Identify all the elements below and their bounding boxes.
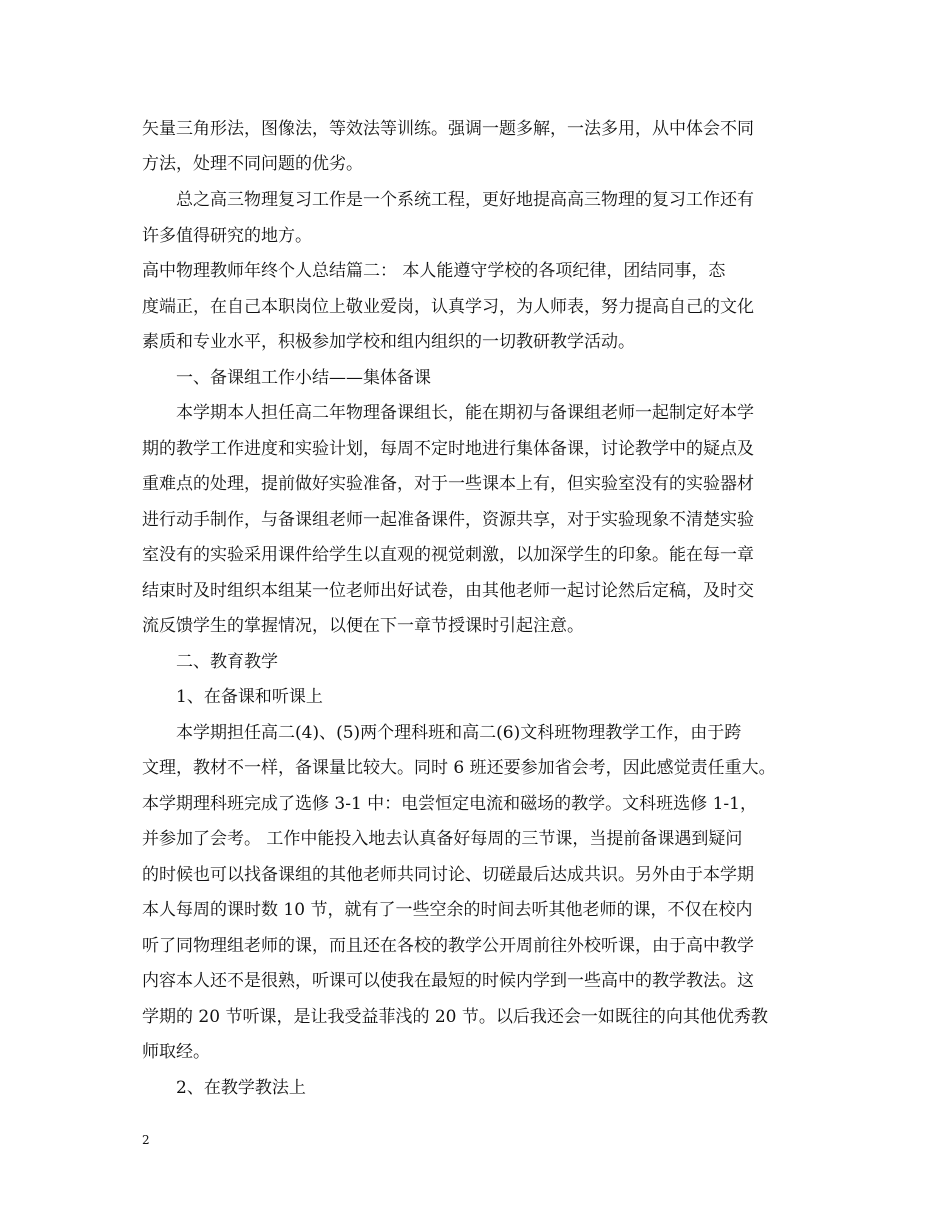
- text-line: 方法，处理不同问题的优劣。: [142, 154, 363, 174]
- section-heading: 一、备课组工作小结——集体备课: [176, 368, 431, 388]
- text-line: 本学期本人担任高二年物理备课组长，能在期初与备课组老师一起制定好本学: [176, 403, 754, 423]
- text-line: 并参加了会考。 工作中能投入地去认真备好每周的三节课，当提前备课遇到疑问: [142, 829, 743, 849]
- text-line: 流反馈学生的掌握情况，以便在下一章节授课时引起注意。: [142, 616, 584, 636]
- text-line: 文理，教材不一样，备课量比较大。同时 6 班还要参加省会考，因此感觉责任重大。: [142, 758, 776, 778]
- text-line: 结束时及时组织本组某一位老师出好试卷，由其他老师一起讨论然后定稿，及时交: [142, 581, 754, 601]
- text-line: 听了同物理组老师的课，而且还在各校的教学公开周前往外校听课，由于高中教学: [142, 936, 754, 956]
- text-line: 矢量三角形法，图像法，等效法等训练。强调一题多解，一法多用，从中体会不同: [142, 119, 754, 139]
- text-line: 度端正，在自己本职岗位上敬业爱岗，认真学习，为人师表，努力提高自己的文化: [142, 297, 754, 317]
- text-line: 许多值得研究的地方。: [142, 226, 312, 246]
- text-line: 学期的 20 节听课，是让我受益菲浅的 20 节。以后我还会一如既往的向其他优秀教: [142, 1007, 768, 1027]
- text-line: 素质和专业水平，积极参加学校和组内组织的一切教研教学活动。: [142, 332, 635, 352]
- text-line: 室没有的实验采用课件给学生以直观的视觉刺激，以加深学生的印象。能在每一章: [142, 545, 754, 565]
- text-line: 内容本人还不是很熟，听课可以使我在最短的时候内学到一些高中的教学教法。这: [142, 971, 754, 991]
- text-line: 本学期担任高二(4)、(5)两个理科班和高二(6)文科班物理教学工作，由于跨: [176, 723, 742, 743]
- subsection-heading: 1、在备课和听课上: [176, 687, 323, 707]
- text-line: 本人每周的课时数 10 节，就有了一些空余的时间去听其他老师的课，不仅在校内: [142, 900, 753, 920]
- text-line: 师取经。: [142, 1042, 210, 1062]
- text-line: 高中物理教师年终个人总结篇二： 本人能遵守学校的各项纪律，团结同事，态: [142, 261, 726, 281]
- subsection-heading: 2、在教学教法上: [176, 1078, 306, 1098]
- text-line: 本学期理科班完成了选修 3-1 中：电尝恒定电流和磁场的教学。文科班选修 1-1，: [142, 794, 757, 814]
- text-line: 重难点的处理，提前做好实验准备，对于一些课本上有，但实验室没有的实验器材: [142, 474, 754, 494]
- text-line: 的时候也可以找备课组的其他老师共同讨论、切磋最后达成共识。另外由于本学期: [142, 865, 754, 885]
- text-line: 进行动手制作，与备课组老师一起准备课件，资源共享，对于实验现象不清楚实验: [142, 510, 754, 530]
- text-line: 总之高三物理复习工作是一个系统工程，更好地提高高三物理的复习工作还有: [176, 190, 754, 210]
- text-line: 期的教学工作进度和实验计划，每周不定时地进行集体备课，讨论教学中的疑点及: [142, 439, 754, 459]
- section-heading: 二、教育教学: [176, 652, 278, 672]
- page-number: 2: [142, 1133, 150, 1147]
